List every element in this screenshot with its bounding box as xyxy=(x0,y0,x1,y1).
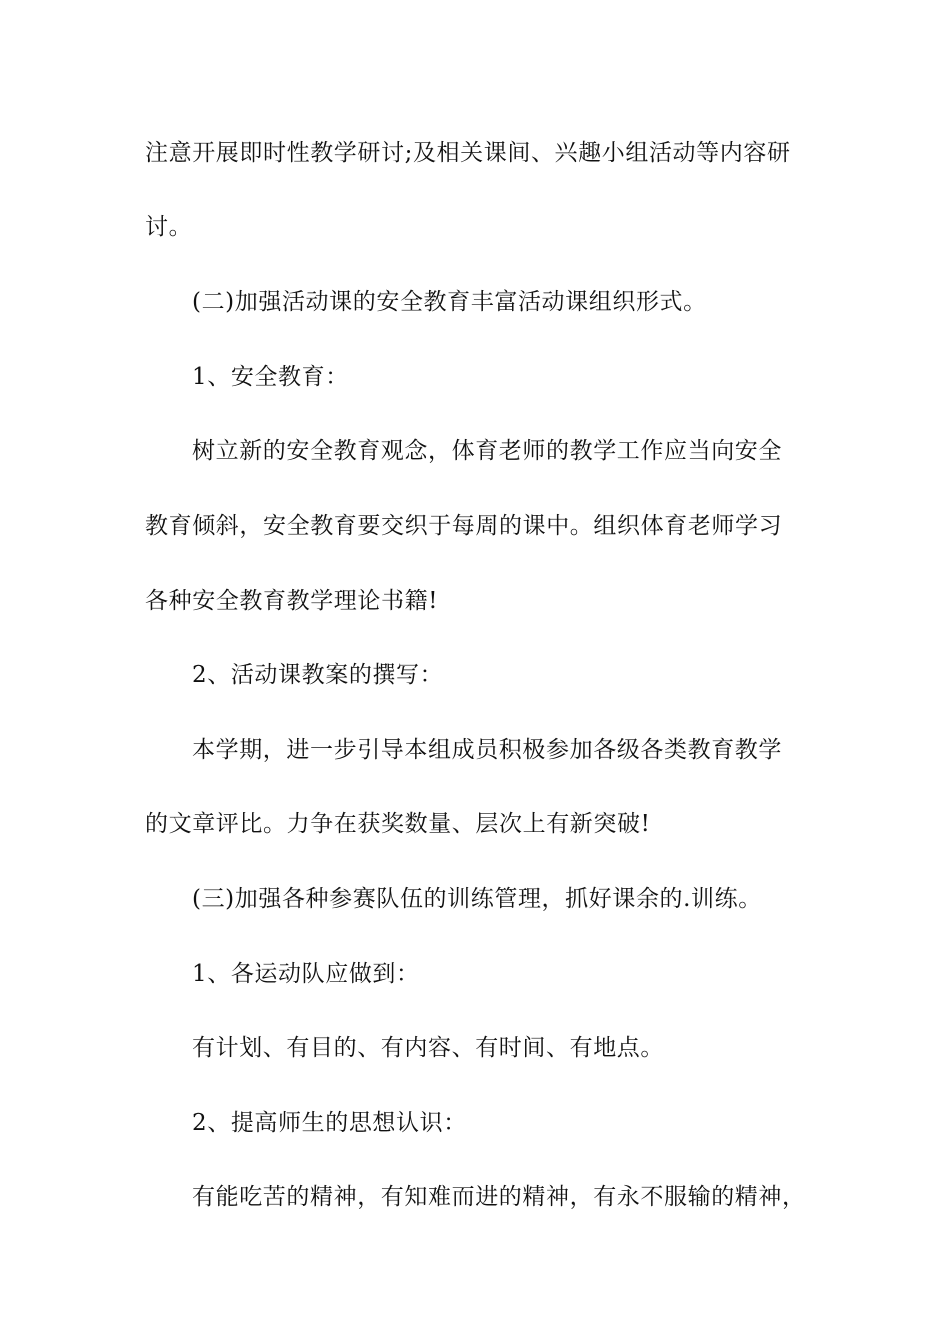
text-line: 注意开展即时性教学研讨;及相关课间、兴趣小组活动等内容研 xyxy=(145,140,791,166)
text-line: 教育倾斜，安全教育要交织于每周的课中。组织体育老师学习 xyxy=(145,513,783,539)
section-heading: (三)加强各种参赛队伍的训练管理，抓好课余的.训练。 xyxy=(192,886,762,912)
subsection-heading: 1、各运动队应做到： xyxy=(192,961,420,987)
text-line: 讨。 xyxy=(145,214,193,240)
text-line: 的文章评比。力争在获奖数量、层次上有新突破! xyxy=(145,811,651,837)
subsection-heading: 2、活动课教案的撰写： xyxy=(192,662,444,688)
subsection-heading: 2、提高师生的思想认识： xyxy=(192,1110,467,1136)
text-line: 树立新的安全教育观念，体育老师的教学工作应当向安全 xyxy=(192,438,782,464)
section-heading: (二)加强活动课的安全教育丰富活动课组织形式。 xyxy=(192,289,707,315)
text-line: 本学期，进一步引导本组成员积极参加各级各类教育教学 xyxy=(192,737,782,763)
text-line: 有计划、有目的、有内容、有时间、有地点。 xyxy=(192,1035,664,1061)
text-line: 各种安全教育教学理论书籍! xyxy=(145,588,439,614)
subsection-heading: 1、安全教育： xyxy=(192,364,349,390)
text-line: 有能吃苦的精神，有知难而进的精神，有永不服输的精神， xyxy=(192,1184,806,1210)
